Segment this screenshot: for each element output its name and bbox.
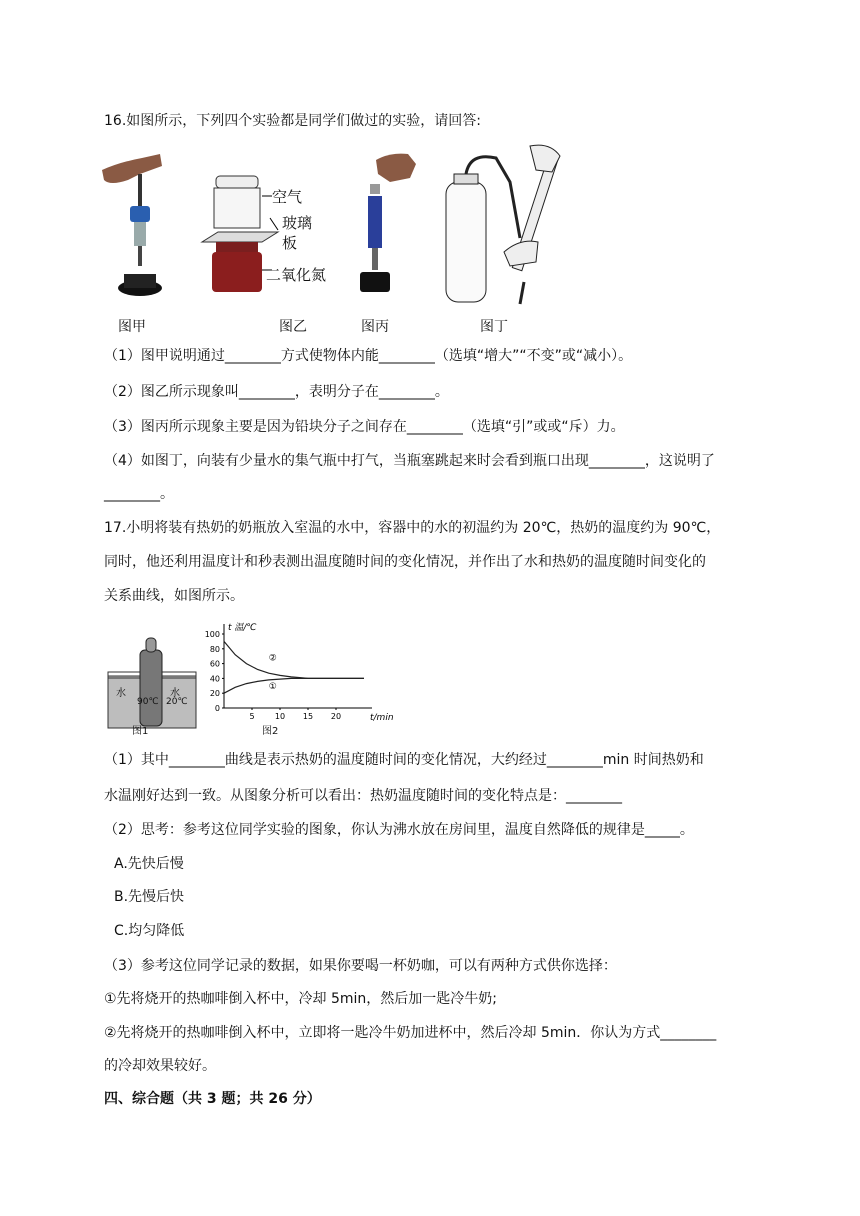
label-plate: 板 xyxy=(282,234,298,252)
x-tick-label: 15 xyxy=(302,712,314,721)
y-tick-label: 100 xyxy=(204,630,220,639)
label-glass: 玻璃 xyxy=(282,214,313,232)
q16-sub4-line2: ________。 xyxy=(104,486,174,502)
fig2-label: 图2 xyxy=(262,726,279,737)
q16-sub4-line1: （4）如图丁，向装有少量水的集气瓶中打气，当瓶塞跳起来时会看到瓶口出现________，这说明了 xyxy=(104,453,715,469)
y-tick-label: 20 xyxy=(209,689,220,699)
fig1-milk-temp: 90℃ xyxy=(137,697,159,707)
fig-label-ding: 图丁 xyxy=(480,319,508,335)
fig-label-yi: 图乙 xyxy=(279,319,307,335)
fig1-water-word: 水 xyxy=(116,688,126,699)
fig1-water-word2: 水 xyxy=(170,688,180,699)
section-heading: 四、综合题（共 3 题；共 26 分） xyxy=(104,1091,321,1107)
option-b: B.先慢后快 xyxy=(114,889,185,905)
fig1-water-temp: 20℃ xyxy=(166,697,188,707)
q17-sub2: （2）思考：参考这位同学实验的图象，你认为沸水放在房间里，温度自然降低的规律是_____。 xyxy=(104,822,694,838)
y-tick-label: 40 xyxy=(209,674,220,684)
series-label: ② xyxy=(268,653,277,664)
fig-label-jia: 图甲 xyxy=(118,319,146,335)
q17-sub3: （3）参考这位同学记录的数据，如果你要喝一杯奶咖，可以有两种方式供你选择： xyxy=(104,958,617,974)
fig1-label: 图1 xyxy=(132,726,149,737)
y-axis-label: t 温/℃ xyxy=(228,623,257,633)
x-tick-label: 20 xyxy=(330,712,342,721)
q16-sub3: （3）图丙所示现象主要是因为铅块分子之间存在________（选填“引”或或“斥）力。 xyxy=(104,419,625,435)
q16-stem: 16.如图所示，下列四个实验都是同学们做过的实验，请回答: xyxy=(104,113,481,129)
x-tick-label: 5 xyxy=(249,712,255,721)
series-line xyxy=(224,641,364,678)
x-tick-label: 10 xyxy=(274,712,286,721)
series-label: ① xyxy=(268,681,277,692)
q17-stem-line1: 17.小明将装有热奶的奶瓶放入室温的水中，容器中的水的初温约为 20℃，热奶的温度约为 90℃， xyxy=(104,520,721,536)
way-1: ①先将烧开的热咖啡倒入杯中，冷却 5min，然后加一匙冷牛奶; xyxy=(104,991,498,1007)
q17-sub1-line1: （1）其中________曲线是表示热奶的温度随时间的变化情况，大约经过________min 时间热奶和 xyxy=(104,752,704,768)
option-c: C.均匀降低 xyxy=(114,923,185,939)
label-no2: 二氧化氮 xyxy=(266,266,327,284)
option-a: A.先快后慢 xyxy=(114,856,184,872)
fig-jia-illustration xyxy=(100,152,170,302)
way-2-line1: ②先将烧开的热咖啡倒入杯中，立即将一匙冷牛奶加进杯中，然后冷却 5min．你认为方式________ xyxy=(104,1025,717,1041)
fig-ding-illustration xyxy=(440,142,570,308)
temperature-chart xyxy=(198,622,394,738)
label-air: 空气 xyxy=(272,188,303,206)
y-tick-label: 0 xyxy=(214,704,220,713)
y-tick-label: 60 xyxy=(209,659,220,669)
fig-label-bing: 图丙 xyxy=(361,319,389,335)
y-tick-label: 80 xyxy=(209,644,220,654)
q17-sub1-line2: 水温刚好达到一致。从图象分析可以看出：热奶温度随时间的变化特点是：________ xyxy=(104,788,622,804)
q16-sub2: （2）图乙所示现象叫________，表明分子在________。 xyxy=(104,384,449,400)
x-axis-label: t/min xyxy=(370,713,394,723)
way-2-line2: 的冷却效果较好。 xyxy=(104,1058,216,1074)
series-line xyxy=(224,678,364,693)
q16-sub1: （1）图甲说明通过________方式使物体内能________（选填“增大”“不变”或“减小）。 xyxy=(104,348,633,364)
q17-stem-line2: 同时，他还利用温度计和秒表测出温度随时间的变化情况，并作出了水和热奶的温度随时间变化的 xyxy=(104,554,706,570)
fig-bing-illustration xyxy=(356,150,418,302)
q17-stem-line3: 关系曲线，如图所示。 xyxy=(104,588,244,604)
